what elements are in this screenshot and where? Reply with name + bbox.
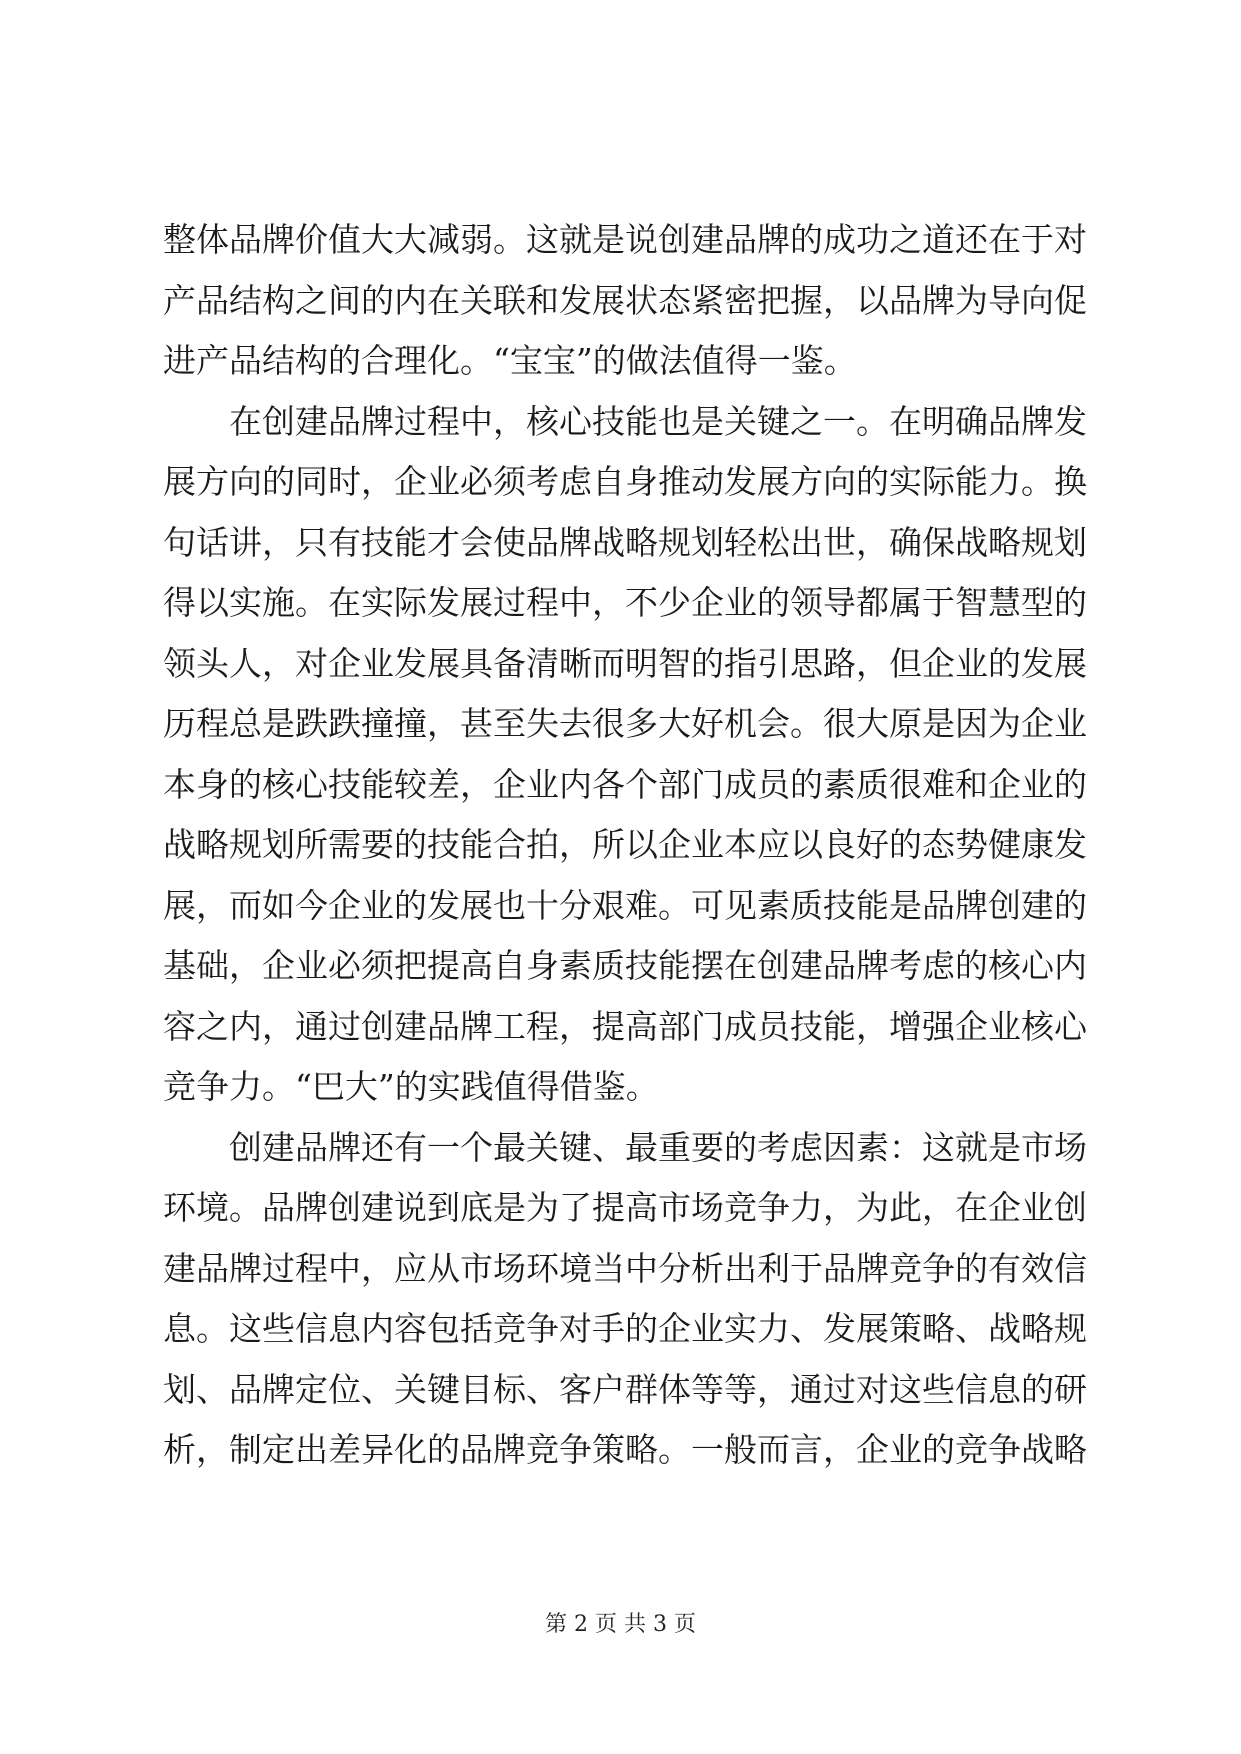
text-line: 战略规划所需要的技能合拍，所以企业本应以良好的态势健康发 <box>163 825 1087 864</box>
paragraph-3 <box>163 1118 1087 1481</box>
text-line: 整体品牌价值大大减弱。这就是说创建品牌的成功之道还在于对 <box>163 220 1087 259</box>
text-line: 容之内，通过创建品牌工程，提高部门成员技能，增强企业核心 <box>163 1006 1087 1046</box>
text-line: 得以实施。在实际发展过程中，不少企业的领导都属于智慧型的 <box>163 583 1087 622</box>
text-line: 建品牌过程中，应从市场环境当中分析出利于品牌竞争的有效信 <box>163 1248 1087 1288</box>
text-line: 展，而如今企业的发展也十分艰难。可见素质技能是品牌创建的 <box>163 885 1087 925</box>
text-line: 句话讲，只有技能才会使品牌战略规划轻松出世，确保战略规划 <box>163 522 1087 562</box>
text-line: 创建品牌还有一个最关键、最重要的考虑因素：这就是市场 <box>229 1127 1087 1167</box>
text-line: 在创建品牌过程中，核心技能也是关键之一。在明确品牌发 <box>229 401 1087 441</box>
paragraph-1 <box>163 210 1087 392</box>
text-line: 划、品牌定位、关键目标、客户群体等等，通过对这些信息的研 <box>163 1369 1087 1409</box>
paragraph-2 <box>163 392 1087 1118</box>
page-number-footer: 第 2 页 共 3 页 <box>545 1612 696 1637</box>
text-line: 展方向的同时，企业必须考虑自身推动发展方向的实际能力。换 <box>163 462 1087 501</box>
text-line: 产品结构之间的内在关联和发展状态紧密把握，以品牌为导向促 <box>163 280 1087 320</box>
text-line: 息。这些信息内容包括竞争对手的企业实力、发展策略、战略规 <box>163 1309 1087 1348</box>
text-line: 环境。品牌创建说到底是为了提高市场竞争力，为此，在企业创 <box>163 1188 1087 1227</box>
document-body <box>163 210 1087 1481</box>
text-line: 竞争力。“巴大”的实践值得借鉴。 <box>163 1067 659 1106</box>
text-line: 析，制定出差异化的品牌竞争策略。一般而言，企业的竞争战略 <box>163 1430 1087 1469</box>
text-line: 历程总是跌跌撞撞，甚至失去很多大好机会。很大原是因为企业 <box>163 704 1087 743</box>
text-line: 基础，企业必须把提高自身素质技能摆在创建品牌考虑的核心内 <box>163 946 1087 985</box>
text-line: 领头人，对企业发展具备清晰而明智的指引思路，但企业的发展 <box>163 643 1087 683</box>
text-line: 进产品结构的合理化。“宝宝”的做法值得一鉴。 <box>163 341 857 380</box>
text-line: 本身的核心技能较差，企业内各个部门成员的素质很难和企业的 <box>163 764 1087 804</box>
